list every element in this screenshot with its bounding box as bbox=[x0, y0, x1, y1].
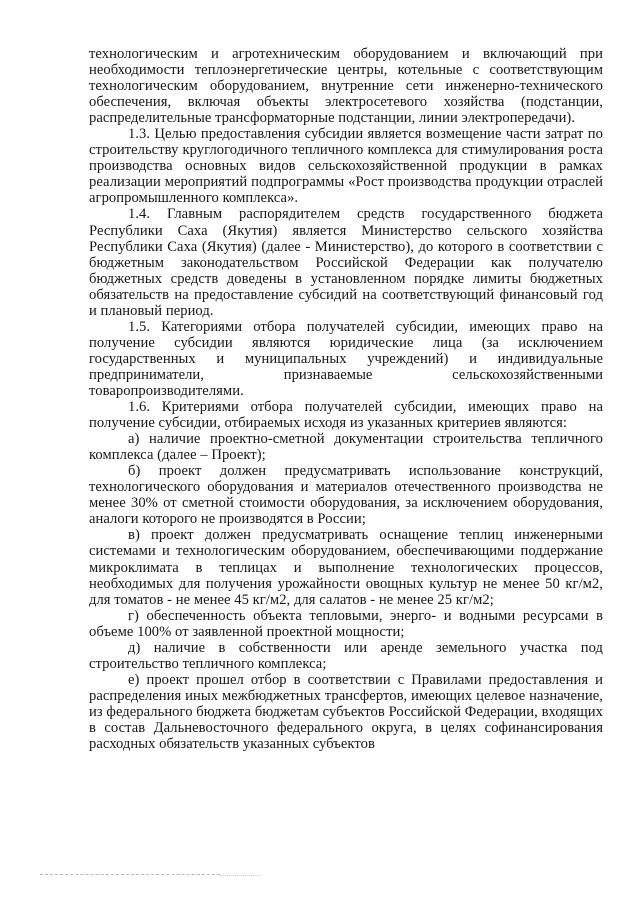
document-body bbox=[89, 46, 603, 752]
criterion-b: б) проект должен предусматривать использование конструкций, технологического оборудования и материалов отечественного производства не менее 30% от сметной стоимости оборудования, за исключением оборудования, аналоги которого не производятся в России; bbox=[89, 463, 603, 528]
criterion-e: е) проект прошел отбор в соответствии с Правилами предоставления и распределения иных межбюджетных трансфертов, имеющих целевое назначение, из федерального бюджета бюджетам субъектов Российской Федерации, входящих в состав Дальневосточного федерального округа, в целях софинансирования расходных обязательств указанных субъектов bbox=[89, 671, 603, 753]
criterion-v: в) проект должен предусматривать оснащение теплиц инженерными системами и технологическим оборудованием, обеспечивающими поддержание микроклимата в теплицах и выполнение технологических процессов, необходимых для получения урожайности овощных культур не менее 50 кг/м2, для томатов - не менее 45 кг/м2, для салатов - не менее 25 кг/м2; bbox=[89, 527, 603, 608]
criterion-a: а) наличие проектно-сметной документации строительства тепличного комплекса (далее – Проект); bbox=[89, 431, 603, 464]
paragraph-1-5: 1.5. Категориями отбора получателей субсидии, имеющих право на получение субсидии являются юридические лица (за исключением государственных и муниципальных учреждений) и индивидуальные предприниматели, признаваемые сельскохозяйственными товаропроизводителями. bbox=[89, 318, 603, 399]
scan-edge-line-faint bbox=[220, 875, 260, 876]
paragraph-1-3: 1.3. Целью предоставления субсидии является возмещение части затрат по строительству круглогодичного тепличного комплекса для стимулирования роста производства основных видов сельскохозяйственной продукции в рамках реализации мероприятий подпрограммы «Рост производства продукции отраслей агропромышленного комплекса». bbox=[89, 126, 603, 207]
scan-edge-line bbox=[40, 874, 220, 875]
criterion-d: д) наличие в собственности или аренде земельного участка под строительство тепличного комплекса; bbox=[89, 639, 603, 672]
paragraph-1-6: 1.6. Критериями отбора получателей субсидии, имеющих право на получение субсидии, отбираемых исходя из указанных критериев являются: bbox=[89, 399, 603, 432]
paragraph-continuation: технологическим и агротехническим оборудованием и включающий при необходимости теплоэнергетические центры, котельные с соответствующим технологическим оборудованием, внутренние сети инженерно-технического обеспечения, включая объекты электросетевого хозяйства (подстанции, распределительные трансформаторные подстанции, линии электропередачи). bbox=[89, 46, 603, 127]
paragraph-1-4: 1.4. Главным распорядителем средств государственного бюджета Республики Саха (Якутия) является Министерство сельского хозяйства Республики Саха (Якутия) (далее - Министерство), до которого в соответствии с бюджетным законодательством Российской Федерации как получателю бюджетных средств доведены в установленном порядке лимиты бюджетных обязательств на предоставление субсидий на соответствующий финансовый год и плановый период. bbox=[89, 206, 603, 319]
criterion-g: г) обеспеченность объекта тепловыми, энерго- и водными ресурсами в объеме 100% от заявленной проектной мощности; bbox=[89, 607, 603, 640]
